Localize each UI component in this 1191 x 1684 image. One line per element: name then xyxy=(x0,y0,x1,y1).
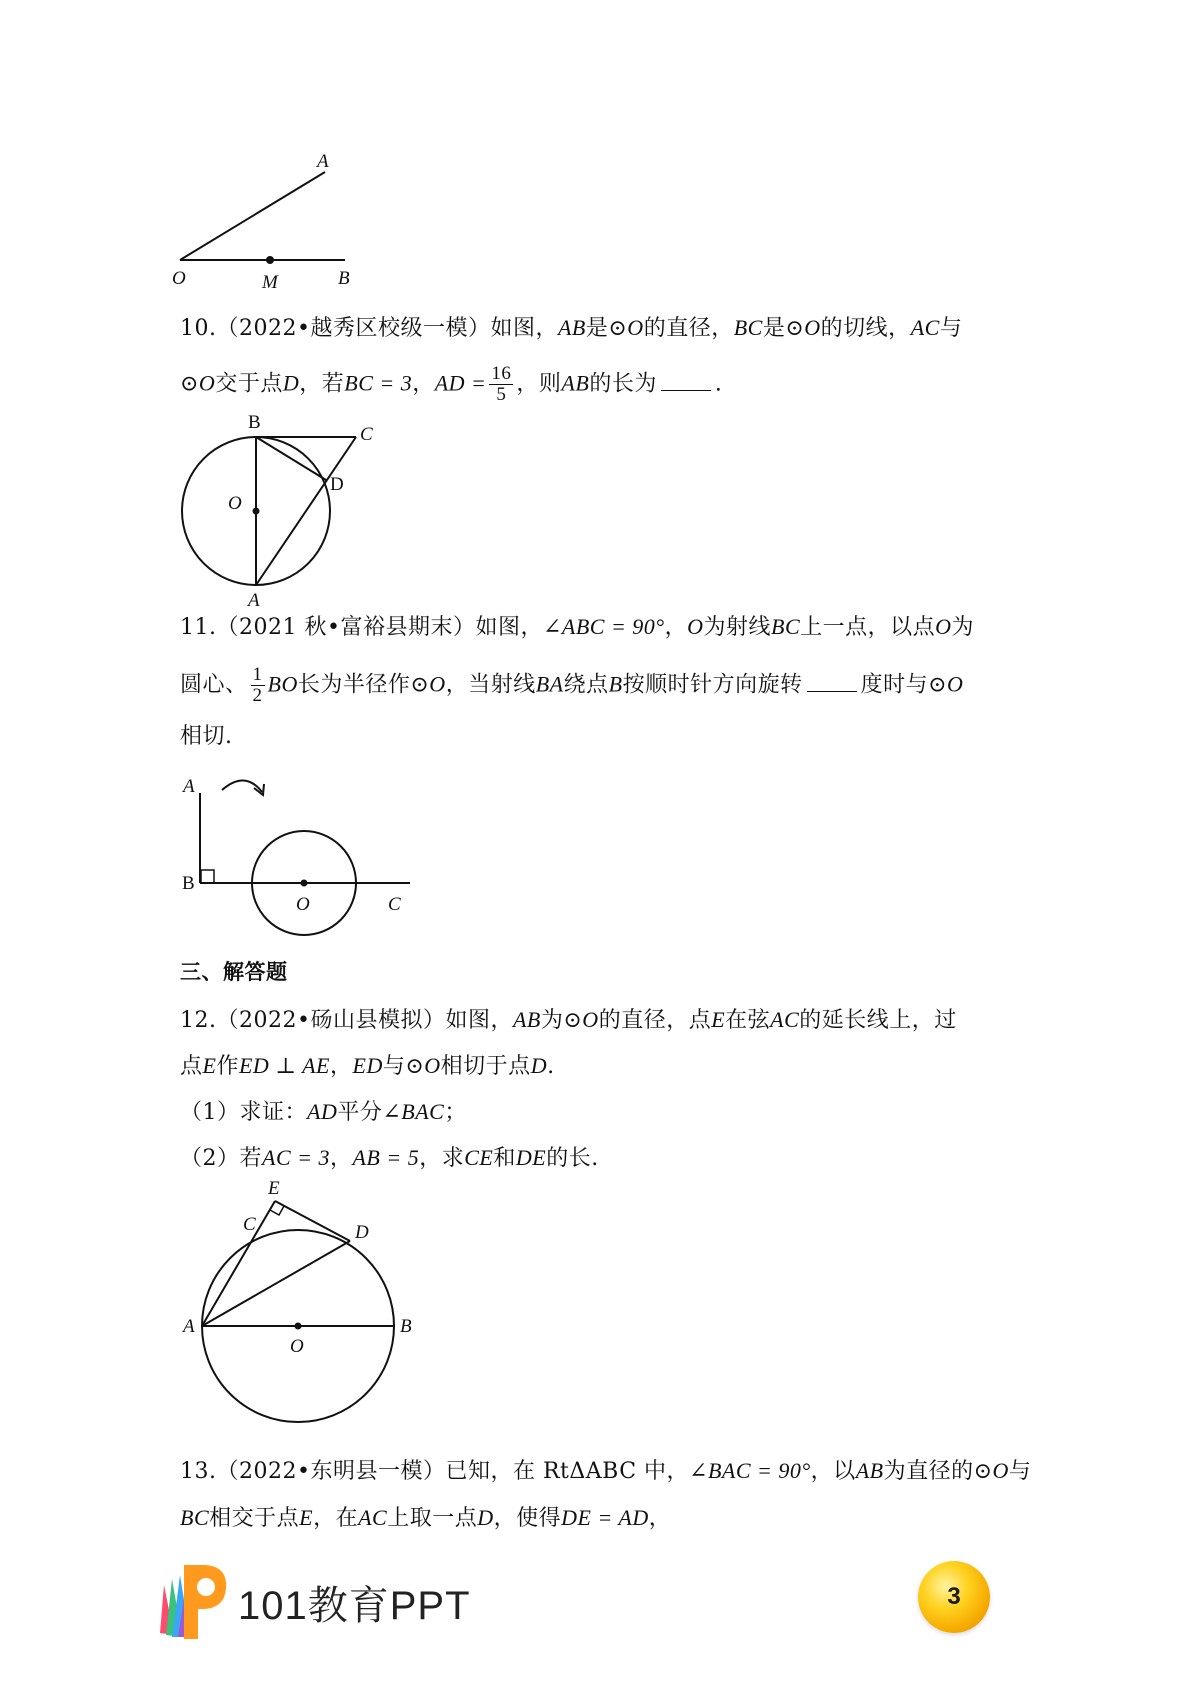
q12-text: 在弦 xyxy=(725,1008,771,1033)
q10-circle-o: ⊙O xyxy=(785,315,821,340)
logo-p-hole xyxy=(197,1578,215,1596)
q10-text: 与 xyxy=(939,316,963,341)
logo-p xyxy=(184,1565,226,1639)
center-o xyxy=(253,508,260,515)
q11-circle-o: ⊙O xyxy=(928,671,964,697)
q11-text: 为 xyxy=(951,615,975,640)
q13-text: 为直径的 xyxy=(883,1459,974,1484)
q12-bac: ∠BAC xyxy=(382,1099,445,1124)
q10-text: . xyxy=(714,371,723,397)
q11-text: 绕点 xyxy=(563,672,609,698)
brand-logo-text: 101教育PPT xyxy=(238,1584,471,1628)
q11-bo: BO xyxy=(267,671,298,697)
q12-text: 的延长线上，过 xyxy=(799,1008,957,1033)
label-b: B xyxy=(248,412,261,433)
q13-bc: BC xyxy=(180,1505,210,1530)
label-m: M xyxy=(262,272,278,293)
q13-ab: AB xyxy=(855,1458,884,1483)
label-b: B xyxy=(338,268,350,289)
q11-bc: BC xyxy=(771,614,801,639)
q10-circle-o: ⊙O xyxy=(180,370,216,396)
q13-text: 上取一点 xyxy=(387,1506,478,1531)
q13-angle: ∠BAC = 90° xyxy=(689,1458,811,1483)
q12-text: ，求 xyxy=(419,1146,465,1171)
q12-perp: ED ⊥ AE xyxy=(238,1053,330,1078)
q13-text: 与 xyxy=(1008,1459,1032,1484)
q10-text: ，若 xyxy=(299,371,345,397)
q11-text: 按顺时针方向旋转 xyxy=(622,672,803,698)
label-c: C xyxy=(360,424,373,445)
label-a: A xyxy=(317,151,329,172)
q10-ab: AB xyxy=(561,370,590,396)
q12-text: ， xyxy=(329,1146,353,1171)
q11-o: O xyxy=(935,614,952,639)
q11-text: 上一点，以点 xyxy=(800,615,936,640)
q12-circle-o: ⊙O xyxy=(563,1007,599,1032)
q11-fraction xyxy=(251,665,265,706)
q12-line1 xyxy=(180,1005,957,1036)
q10-bc: BC xyxy=(733,315,763,340)
q13-text: ， xyxy=(648,1506,672,1531)
q12-text: 点 xyxy=(180,1054,203,1079)
q12-text: ， xyxy=(329,1054,353,1079)
q10-ab: AB xyxy=(557,315,586,340)
q12-part2 xyxy=(180,1143,599,1174)
q12-text: 和 xyxy=(493,1146,516,1171)
q10-text: 是 xyxy=(762,316,786,341)
answer-blank[interactable] xyxy=(807,669,857,692)
q12-ac: AC xyxy=(770,1007,800,1032)
q10-ac: AC xyxy=(910,315,940,340)
q10-line1 xyxy=(180,313,962,344)
q13-e: E xyxy=(299,1505,314,1530)
label-c: C xyxy=(243,1214,256,1235)
section-heading: 三、解答题 xyxy=(180,960,288,984)
q11-text: 11.（2021 秋•富裕县期末）如图， xyxy=(180,615,543,640)
q11-text: 圆心、 xyxy=(180,672,248,698)
q12-e: E xyxy=(202,1053,217,1078)
fraction-numerator: 16 xyxy=(491,363,512,384)
q11-circle-o: ⊙O xyxy=(410,671,446,697)
q10-text: 的切线， xyxy=(820,316,911,341)
q10-text: ，则 xyxy=(516,371,562,397)
q10-text: 的长为 xyxy=(589,371,657,397)
q11-text: 度时与 xyxy=(860,672,929,698)
q10-ad-eq: AD = xyxy=(434,370,487,396)
q12-de: DE xyxy=(515,1145,547,1170)
q10-bc-eq: BC = 3 xyxy=(344,370,413,396)
q12-part1 xyxy=(180,1097,467,1128)
label-o: O xyxy=(290,1336,304,1357)
q13-d: D xyxy=(477,1505,494,1530)
q13-line1 xyxy=(180,1456,1031,1487)
label-o: O xyxy=(172,268,186,289)
label-b: B xyxy=(400,1316,412,1337)
fraction-denominator: 5 xyxy=(496,384,507,405)
point-m xyxy=(266,256,274,264)
label-b: B xyxy=(182,873,195,894)
line-ae xyxy=(202,1201,275,1326)
center-o xyxy=(295,1323,302,1330)
q12-text: 与 xyxy=(382,1054,406,1079)
q11-text: 为射线 xyxy=(703,615,772,640)
q10-fraction xyxy=(489,364,513,405)
q10-text: 的直径， xyxy=(643,316,734,341)
q12-ce: CE xyxy=(464,1145,494,1170)
q12-text: 相切于点 xyxy=(440,1054,531,1079)
q13-text: ，使得 xyxy=(493,1506,562,1531)
q12-ed: ED xyxy=(352,1053,383,1078)
label-d: D xyxy=(330,474,344,495)
q11-text: 长为半径作 xyxy=(297,672,411,698)
q10-text: ， xyxy=(412,371,435,397)
q10-text: 交于点 xyxy=(215,371,283,397)
q12-e: E xyxy=(711,1007,726,1032)
right-angle-mark xyxy=(201,870,214,883)
label-o: O xyxy=(296,894,310,915)
q13-de-eq: DE = AD xyxy=(561,1505,649,1530)
q12-ab-eq: AB = 5 xyxy=(352,1145,420,1170)
line-bd xyxy=(256,437,326,480)
q11-text: 相切. xyxy=(180,724,233,749)
line-ac xyxy=(256,437,356,585)
fraction-denominator: 2 xyxy=(252,685,263,706)
q11-text: ， xyxy=(664,615,688,640)
center-o xyxy=(301,880,308,887)
figure-q9 xyxy=(170,145,390,295)
q10-text: 是 xyxy=(585,316,609,341)
page-number-badge: 3 xyxy=(918,1561,990,1633)
fraction-numerator: 1 xyxy=(252,664,263,685)
label-e: E xyxy=(268,1180,280,1199)
q11-o: O xyxy=(687,614,704,639)
label-c: C xyxy=(388,894,401,915)
q11-line2 xyxy=(180,665,963,706)
answer-blank[interactable] xyxy=(661,368,711,391)
label-o: O xyxy=(228,493,242,514)
label-d: D xyxy=(355,1222,369,1243)
ray-oa xyxy=(180,172,325,260)
q12-text: 为 xyxy=(540,1008,564,1033)
q11-line3 xyxy=(180,722,233,752)
q12-ab: AB xyxy=(512,1007,541,1032)
q12-text: 平分 xyxy=(337,1100,383,1125)
q12-text: ； xyxy=(444,1100,467,1125)
q13-text: 相交于点 xyxy=(209,1506,300,1531)
line-ad xyxy=(202,1241,350,1326)
label-a: A xyxy=(248,590,260,608)
q12-text: （1）求证： xyxy=(180,1100,307,1125)
q12-ac-eq: AC = 3 xyxy=(262,1145,330,1170)
q13-ac: AC xyxy=(358,1505,388,1530)
q11-text: ，当射线 xyxy=(445,672,536,698)
q12-line2 xyxy=(180,1051,555,1082)
brand-logo-icon xyxy=(152,1555,232,1645)
q10-line2 xyxy=(180,364,722,405)
q12-d: D xyxy=(530,1053,548,1078)
figure-q12 xyxy=(170,1180,430,1435)
label-a: A xyxy=(183,1316,195,1337)
q13-line2 xyxy=(180,1503,671,1534)
q12-text: 作 xyxy=(216,1054,239,1079)
q12-circle-o: ⊙O xyxy=(405,1053,441,1078)
q13-text: ，在 xyxy=(313,1506,359,1531)
q10-text: 10.（2022•越秀区校级一模）如图， xyxy=(180,316,558,341)
q11-line1 xyxy=(180,612,974,643)
q13-text: 13.（2022•东明县一模）已知，在 RtΔABC 中， xyxy=(180,1459,690,1484)
q12-ad: AD xyxy=(307,1099,338,1124)
label-a: A xyxy=(183,776,195,797)
q12-text: 的直径，点 xyxy=(598,1008,712,1033)
tangent-ed xyxy=(275,1201,350,1241)
q12-text: 12.（2022•砀山县模拟）如图， xyxy=(180,1008,513,1033)
q13-text: ，以 xyxy=(810,1459,856,1484)
q11-ba: BA xyxy=(535,671,564,697)
figure-q11 xyxy=(170,768,420,948)
q13-circle-o: ⊙O xyxy=(973,1458,1009,1483)
q12-text: （2）若 xyxy=(180,1146,262,1171)
q11-angle: ∠ABC = 90° xyxy=(542,614,665,639)
q11-b: B xyxy=(608,671,623,697)
q10-d: D xyxy=(282,370,300,396)
q12-text: 的长. xyxy=(546,1146,599,1171)
q12-text: . xyxy=(547,1054,555,1079)
figure-q10 xyxy=(170,408,390,608)
q10-circle-o: ⊙O xyxy=(608,315,644,340)
